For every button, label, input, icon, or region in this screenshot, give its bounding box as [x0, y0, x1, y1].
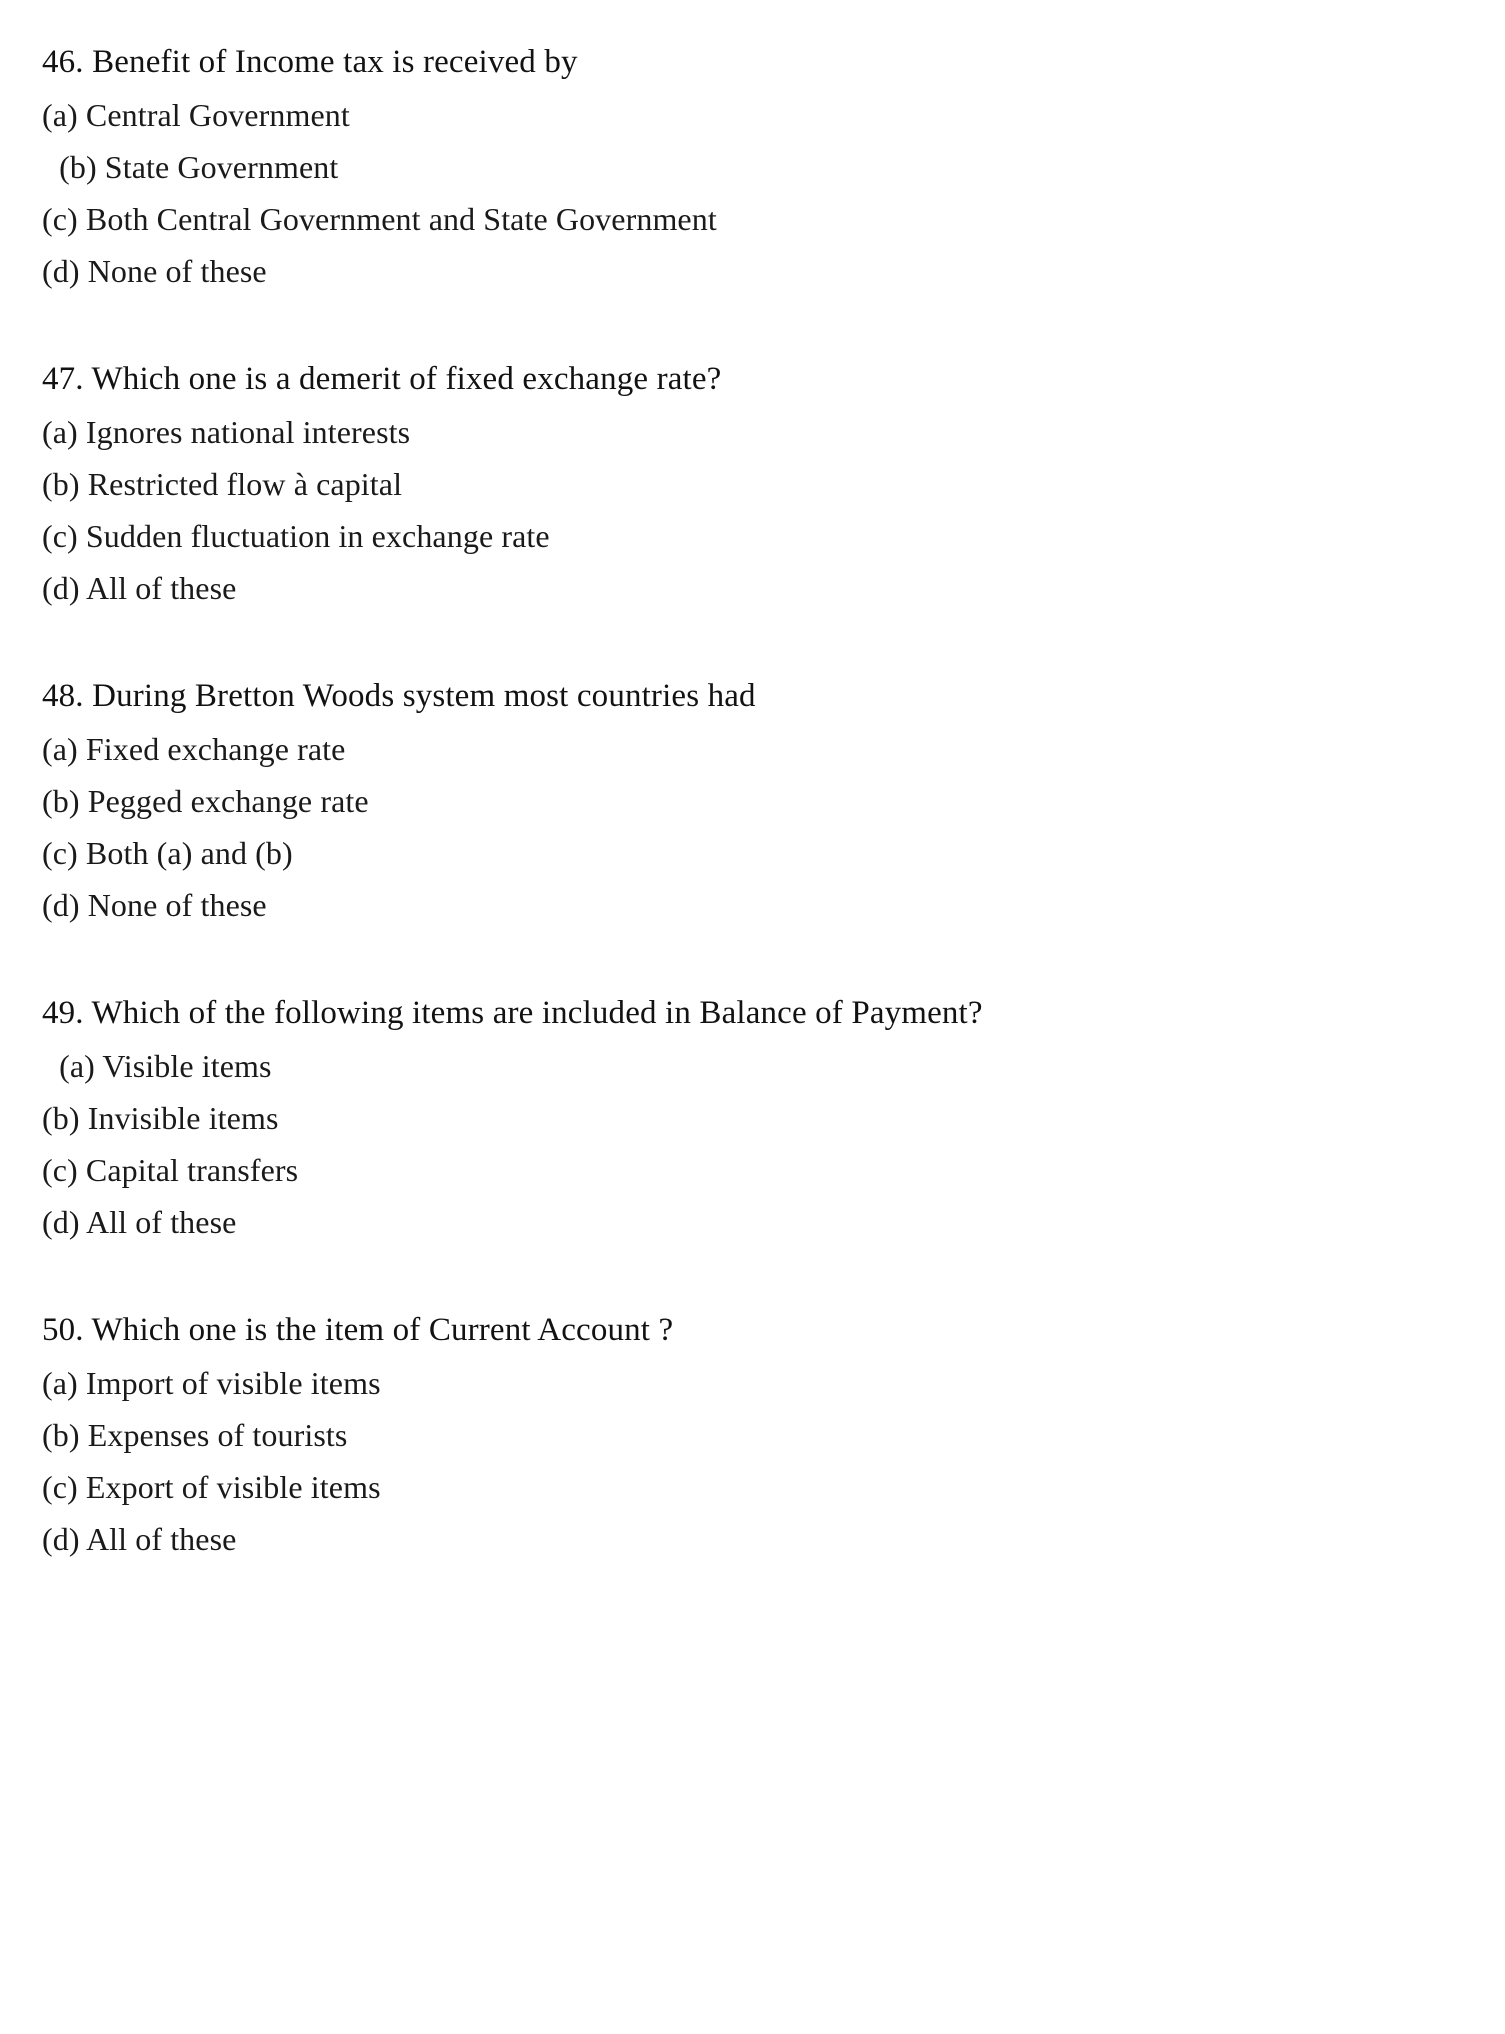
question-option[interactable]: (d) None of these: [42, 253, 267, 289]
question-option[interactable]: (b) State Government: [51, 149, 339, 185]
question-option[interactable]: (d) All of these: [42, 1204, 237, 1240]
question-stem: 47. Which one is a demerit of fixed exchange rate?: [42, 361, 722, 397]
question-option[interactable]: (a) Ignores national interests: [42, 414, 411, 450]
question-block: [42, 987, 1442, 1248]
question-list: [42, 36, 1442, 1565]
question-option[interactable]: (b) Expenses of tourists: [42, 1417, 348, 1453]
question-option[interactable]: (c) Export of visible items: [42, 1469, 381, 1505]
question-option[interactable]: (d) None of these: [42, 887, 267, 923]
question-option[interactable]: (d) All of these: [42, 1521, 237, 1557]
question-option[interactable]: (b) Invisible items: [42, 1100, 279, 1136]
question-block: [42, 36, 1442, 297]
question-stem: 48. During Bretton Woods system most countries had: [42, 678, 756, 714]
question-option[interactable]: (a) Import of visible items: [42, 1365, 381, 1401]
question-option[interactable]: (c) Capital transfers: [42, 1152, 299, 1188]
question-option[interactable]: (d) All of these: [42, 570, 237, 606]
question-option[interactable]: (c) Sudden fluctuation in exchange rate: [42, 518, 550, 554]
question-stem: 46. Benefit of Income tax is received by: [42, 44, 578, 80]
question-option[interactable]: (a) Visible items: [51, 1048, 272, 1084]
question-option[interactable]: (a) Fixed exchange rate: [42, 731, 346, 767]
question-block: [42, 1304, 1442, 1565]
question-option[interactable]: (c) Both Central Government and State Government: [42, 201, 717, 237]
question-option[interactable]: (b) Restricted flow à capital: [42, 466, 403, 502]
question-option[interactable]: (b) Pegged exchange rate: [42, 783, 369, 819]
question-block: [42, 353, 1442, 614]
question-block: [42, 670, 1442, 931]
question-stem: 49. Which of the following items are included in Balance of Payment?: [42, 995, 983, 1031]
question-option[interactable]: (c) Both (a) and (b): [42, 835, 293, 871]
question-option[interactable]: (a) Central Government: [42, 97, 350, 133]
question-stem: 50. Which one is the item of Current Account ?: [42, 1312, 674, 1348]
